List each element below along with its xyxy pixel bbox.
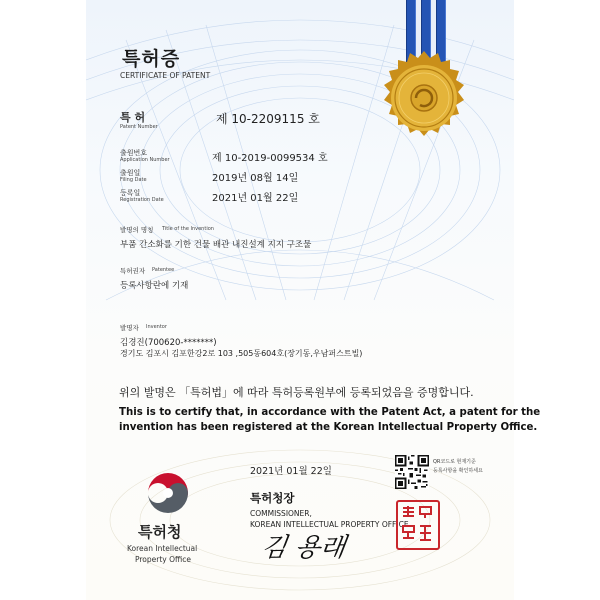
office-name-english-line1: Korean Intellectual	[127, 544, 198, 553]
application-number-label: 출원번호	[120, 149, 148, 157]
commissioner-signature: 김 용래	[259, 533, 348, 563]
inventor-label: 발명자	[120, 324, 139, 332]
patent-number-label-en: Patent Number	[120, 124, 158, 130]
office-name-english-line2: Property Office	[135, 555, 192, 564]
invention-title: 부품 간소화를 기한 건물 배관 내진설계 지지 구조물	[120, 240, 312, 250]
invention-label: 발명의 명칭	[120, 226, 154, 234]
official-stamp-icon	[396, 500, 440, 550]
qr-note-line2: 등록사항을 확인하세요	[433, 468, 483, 474]
filing-date-label: 출원일	[120, 169, 141, 177]
patentee-label-en: Patentee	[152, 267, 175, 273]
filing-date-value: 2019년 08월 14일	[212, 173, 299, 184]
title-english: CERTIFICATE OF PATENT	[120, 71, 211, 80]
patentee-label: 특허권자	[120, 267, 146, 275]
gold-seal-icon	[376, 50, 472, 146]
certification-english-line1: This is to certify that, in accordance with the Patent Act, a patent for the	[119, 407, 541, 418]
qr-code-icon[interactable]	[395, 455, 429, 489]
filing-date-label-en: Filing Date	[120, 177, 147, 183]
registration-date-label-en: Registration Date	[120, 197, 164, 203]
certification-korean: 위의 발명은 「특허법」에 따라 특허등록원부에 등록되었음을 증명합니다.	[119, 386, 474, 399]
issue-date: 2021년 01월 22일	[250, 466, 332, 477]
registration-date-label: 등록일	[120, 189, 141, 197]
title-korean: 특허증	[122, 48, 181, 70]
office-name-korean: 특허청	[138, 523, 182, 541]
application-number-value: 제 10-2019-0099534 호	[212, 153, 328, 164]
patent-number-value: 제 10-2209115 호	[216, 112, 320, 126]
inventor-address: 경기도 김포시 김포한강2로 103 ,505동604호(장기동,우남퍼스트빌)	[120, 349, 363, 358]
registration-date-value: 2021년 01월 22일	[212, 193, 299, 204]
commissioner-english-line1: COMMISSIONER,	[250, 509, 312, 518]
invention-label-en: Title of the Invention	[162, 226, 214, 232]
patent-number-label: 특 허	[120, 111, 146, 124]
kipo-logo-icon	[145, 470, 191, 516]
patentee-value: 등록사항란에 기재	[120, 281, 189, 291]
qr-note-line1: QR코드로 현재기준	[433, 459, 476, 465]
inventor-label-en: Inventor	[146, 324, 167, 330]
inventor-name: 김경진(700620-*******)	[120, 338, 217, 348]
commissioner-english-line2: KOREAN INTELLECTUAL PROPERTY OFFICE	[250, 520, 409, 529]
commissioner-korean: 특허청장	[250, 491, 295, 505]
application-number-label-en: Application Number	[120, 157, 170, 163]
certification-english-line2: invention has been registered at the Korean Intellectual Property Office.	[119, 422, 538, 433]
